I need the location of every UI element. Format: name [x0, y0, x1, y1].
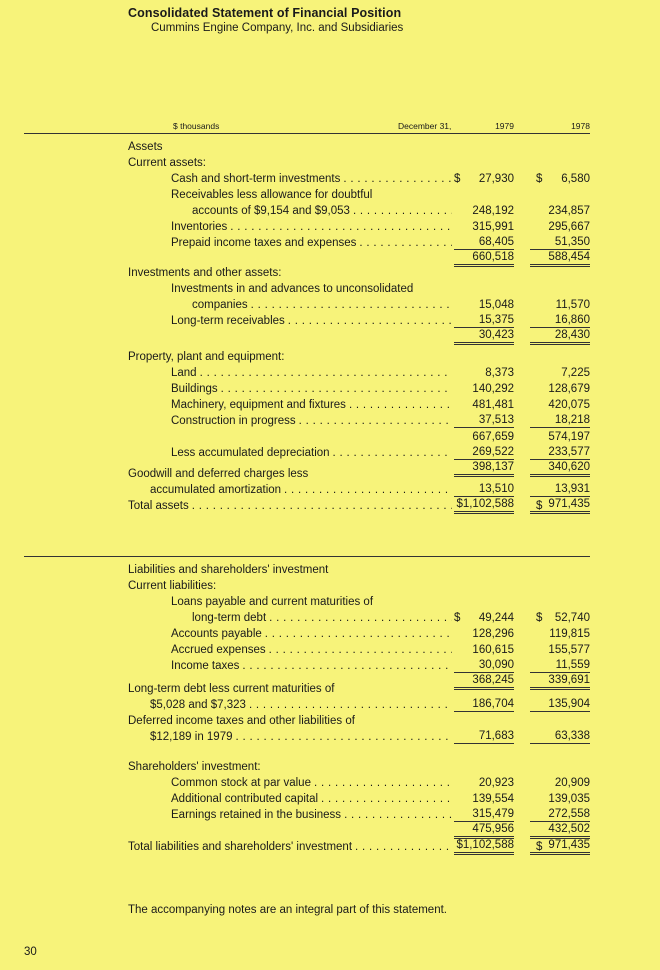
value-1979: 49,244	[478, 612, 514, 624]
column-header-1979: 1979	[495, 121, 514, 131]
statement-row	[0, 823, 660, 839]
row-label-text: Total liabilities and shareholders' investment	[128, 841, 355, 853]
row-label	[171, 658, 452, 674]
value-1978: 272,558	[530, 807, 590, 822]
statement-row	[0, 482, 660, 498]
row-label-text: Liabilities and shareholders' investment	[128, 564, 331, 576]
currency-1979: $	[454, 612, 461, 624]
row-label-text: $5,028 and $7,323	[150, 699, 249, 711]
statement-row	[0, 381, 660, 397]
statement-row	[0, 139, 660, 155]
row-label-text: Less accumulated depreciation	[171, 447, 333, 459]
statement-row	[0, 791, 660, 807]
row-label	[128, 466, 548, 482]
value-1978: 119,815	[549, 628, 590, 640]
value-1978: 971,435	[530, 839, 590, 855]
statement-row	[0, 713, 660, 729]
row-label-text: Total assets	[128, 500, 192, 512]
row-label-text: Receivables less allowance for doubtful	[171, 189, 375, 201]
value-1978: 13,931	[530, 482, 590, 497]
value-1978: 52,740	[554, 612, 590, 624]
value-1978: 6,580	[561, 173, 590, 185]
statement-row	[0, 235, 660, 251]
row-label-text: Accounts payable	[171, 628, 265, 640]
row-label	[171, 791, 452, 807]
row-label-text: Common stock at par value	[171, 777, 314, 789]
value-1978: 18,218	[530, 413, 590, 428]
value-1979: 71,683	[454, 729, 514, 744]
statement-row	[0, 839, 660, 855]
currency-1978: $	[536, 841, 543, 853]
page-number: 30	[24, 946, 37, 958]
row-label	[171, 413, 452, 429]
row-label	[171, 807, 452, 823]
row-label-text: long-term debt	[192, 612, 269, 624]
value-1979: 186,704	[454, 697, 514, 712]
row-label	[171, 594, 591, 610]
row-label	[128, 681, 548, 697]
value-1978: 295,667	[548, 221, 590, 233]
value-1979: 667,659	[472, 431, 514, 443]
row-label-text: Inventories	[171, 221, 230, 233]
footnote: The accompanying notes are an integral part of this statement.	[128, 904, 447, 916]
statement-row	[0, 775, 660, 791]
section-divider	[24, 556, 590, 557]
statement-row	[0, 297, 660, 313]
row-label-text: Buildings	[171, 383, 221, 395]
row-label	[171, 219, 452, 235]
value-1979: 30,090	[454, 658, 514, 673]
row-label-text: companies	[192, 299, 251, 311]
value-1978: 420,075	[548, 399, 590, 411]
row-label-text: Construction in progress	[171, 415, 299, 427]
value-1979: 139,554	[472, 793, 514, 805]
row-label	[171, 313, 452, 329]
row-label-text: Prepaid income taxes and expenses	[171, 237, 359, 249]
value-1978: 11,559	[530, 658, 590, 673]
statement-row	[0, 759, 660, 775]
statement-row	[0, 155, 660, 171]
statement-row	[0, 658, 660, 674]
value-1979: 128,296	[472, 628, 514, 640]
row-label	[128, 349, 548, 365]
value-1979: 27,930	[478, 173, 514, 185]
value-1979: 15,048	[478, 299, 514, 311]
row-label	[128, 562, 548, 578]
row-label	[128, 839, 452, 855]
value-1979: 475,956	[454, 823, 514, 839]
statement-row	[0, 203, 660, 219]
row-label	[171, 365, 452, 381]
statement-row	[0, 265, 660, 281]
row-label-text: $12,189 in 1979	[150, 731, 236, 743]
value-1979: 140,292	[472, 383, 514, 395]
currency-1978: $	[536, 500, 543, 512]
statement-row	[0, 697, 660, 713]
row-label-text: Deferred income taxes and other liabilities of	[128, 715, 358, 727]
date-label: December 31,	[398, 121, 452, 131]
statement-row	[0, 429, 660, 445]
value-1978: 139,035	[548, 793, 590, 805]
statement-row	[0, 365, 660, 381]
statement-title: Consolidated Statement of Financial Position	[128, 6, 402, 20]
value-1978: 588,454	[530, 251, 590, 267]
row-label	[150, 729, 452, 745]
row-label	[171, 171, 452, 187]
value-1978: 432,502	[530, 823, 590, 839]
value-1979: 398,137	[454, 461, 514, 477]
statement-row	[0, 187, 660, 203]
value-1979: 8,373	[485, 367, 514, 379]
units-label: $ thousands	[173, 121, 220, 131]
row-label-text: Investments in and advances to unconsolidated	[171, 283, 416, 295]
value-1979: 160,615	[472, 644, 514, 656]
value-1978: 11,570	[555, 299, 590, 311]
row-label	[150, 482, 452, 498]
currency-1978: $	[536, 173, 543, 185]
value-1979: 269,522	[454, 445, 514, 460]
row-label	[171, 281, 591, 297]
value-1978: 339,691	[530, 674, 590, 690]
header-rule	[24, 133, 590, 134]
row-label-text: Assets	[128, 141, 166, 153]
value-1979: 368,245	[454, 674, 514, 690]
statement-row	[0, 729, 660, 745]
row-label-text: Property, plant and equipment:	[128, 351, 287, 363]
row-label	[128, 498, 452, 514]
row-label-text: Goodwill and deferred charges less	[128, 468, 311, 480]
column-header-1978: 1978	[571, 121, 590, 131]
statement-row	[0, 578, 660, 594]
value-1978: 16,860	[530, 313, 590, 328]
value-1978: 7,225	[561, 367, 590, 379]
row-label	[171, 187, 591, 203]
row-label	[192, 203, 452, 219]
row-label-text: Additional contributed capital	[171, 793, 321, 805]
statement-row	[0, 397, 660, 413]
row-label-text: Land	[171, 367, 200, 379]
row-label	[171, 381, 452, 397]
value-1979: $1,102,588	[454, 498, 514, 514]
statement-row	[0, 445, 660, 461]
row-label-text: Earnings retained in the business	[171, 809, 344, 821]
value-1979: 68,405	[454, 235, 514, 250]
row-label	[128, 759, 548, 775]
value-1979: 15,375	[454, 313, 514, 328]
statement-row	[0, 498, 660, 514]
row-label	[192, 297, 452, 313]
statement-row	[0, 610, 660, 626]
statement-row	[0, 626, 660, 642]
row-label-text: Long-term debt less current maturities of	[128, 683, 337, 695]
value-1978: 340,620	[530, 461, 590, 477]
row-label	[171, 775, 452, 791]
row-label	[171, 397, 452, 413]
value-1979: 20,923	[478, 777, 514, 789]
company-subtitle: Cummins Engine Company, Inc. and Subsidiaries	[151, 22, 404, 34]
statement-row	[0, 313, 660, 329]
value-1978: 63,338	[530, 729, 590, 744]
value-1978: 234,857	[548, 205, 590, 217]
value-1979: 315,479	[454, 807, 514, 822]
value-1978: 20,909	[554, 777, 590, 789]
statement-row	[0, 329, 660, 345]
row-label-text: accounts of $9,154 and $9,053	[192, 205, 353, 217]
value-1979: 37,513	[454, 413, 514, 428]
statement-row	[0, 281, 660, 297]
statement-row	[0, 562, 660, 578]
statement-row	[0, 807, 660, 823]
row-label-text: accumulated amortization	[150, 484, 284, 496]
row-label-text: Current liabilities:	[128, 580, 219, 592]
value-1979: 315,991	[472, 221, 514, 233]
statement-row	[0, 594, 660, 610]
statement-row	[0, 171, 660, 187]
row-label-text: Long-term receivables	[171, 315, 288, 327]
row-label	[128, 578, 548, 594]
row-label	[171, 626, 452, 642]
statement-row	[0, 642, 660, 658]
row-label	[128, 713, 548, 729]
currency-1979: $	[454, 173, 461, 185]
row-label-text: Shareholders' investment:	[128, 761, 264, 773]
value-1978: 28,430	[530, 329, 590, 345]
row-label-text: Machinery, equipment and fixtures	[171, 399, 349, 411]
row-label-text: Cash and short-term investments	[171, 173, 343, 185]
row-label	[128, 139, 548, 155]
row-label-text: Current assets:	[128, 157, 209, 169]
row-label	[171, 642, 452, 658]
row-label-text: Loans payable and current maturities of	[171, 596, 376, 608]
row-label-text: Investments and other assets:	[128, 267, 284, 279]
statement-row	[0, 413, 660, 429]
value-1978: 135,904	[530, 697, 590, 712]
value-1979: 30,423	[454, 329, 514, 345]
value-1978: 128,679	[548, 383, 590, 395]
value-1978: 971,435	[530, 498, 590, 514]
row-label	[128, 155, 548, 171]
statement-row	[0, 466, 660, 482]
value-1979: 660,518	[454, 251, 514, 267]
value-1979: 481,481	[472, 399, 514, 411]
value-1979: 13,510	[454, 482, 514, 497]
row-label	[128, 265, 548, 281]
value-1978: 51,350	[530, 235, 590, 250]
currency-1978: $	[536, 612, 543, 624]
row-label-text: Income taxes	[171, 660, 242, 672]
row-label	[150, 697, 452, 713]
statement-row	[0, 681, 660, 697]
value-1979: 248,192	[472, 205, 514, 217]
statement-row	[0, 219, 660, 235]
row-label-text: Accrued expenses	[171, 644, 269, 656]
value-1979: $1,102,588	[454, 839, 514, 855]
statement-row	[0, 349, 660, 365]
value-1978: 574,197	[548, 431, 590, 443]
value-1978: 233,577	[530, 445, 590, 460]
row-label	[192, 610, 452, 626]
row-label	[171, 445, 452, 461]
row-label	[171, 235, 452, 251]
value-1978: 155,577	[548, 644, 590, 656]
